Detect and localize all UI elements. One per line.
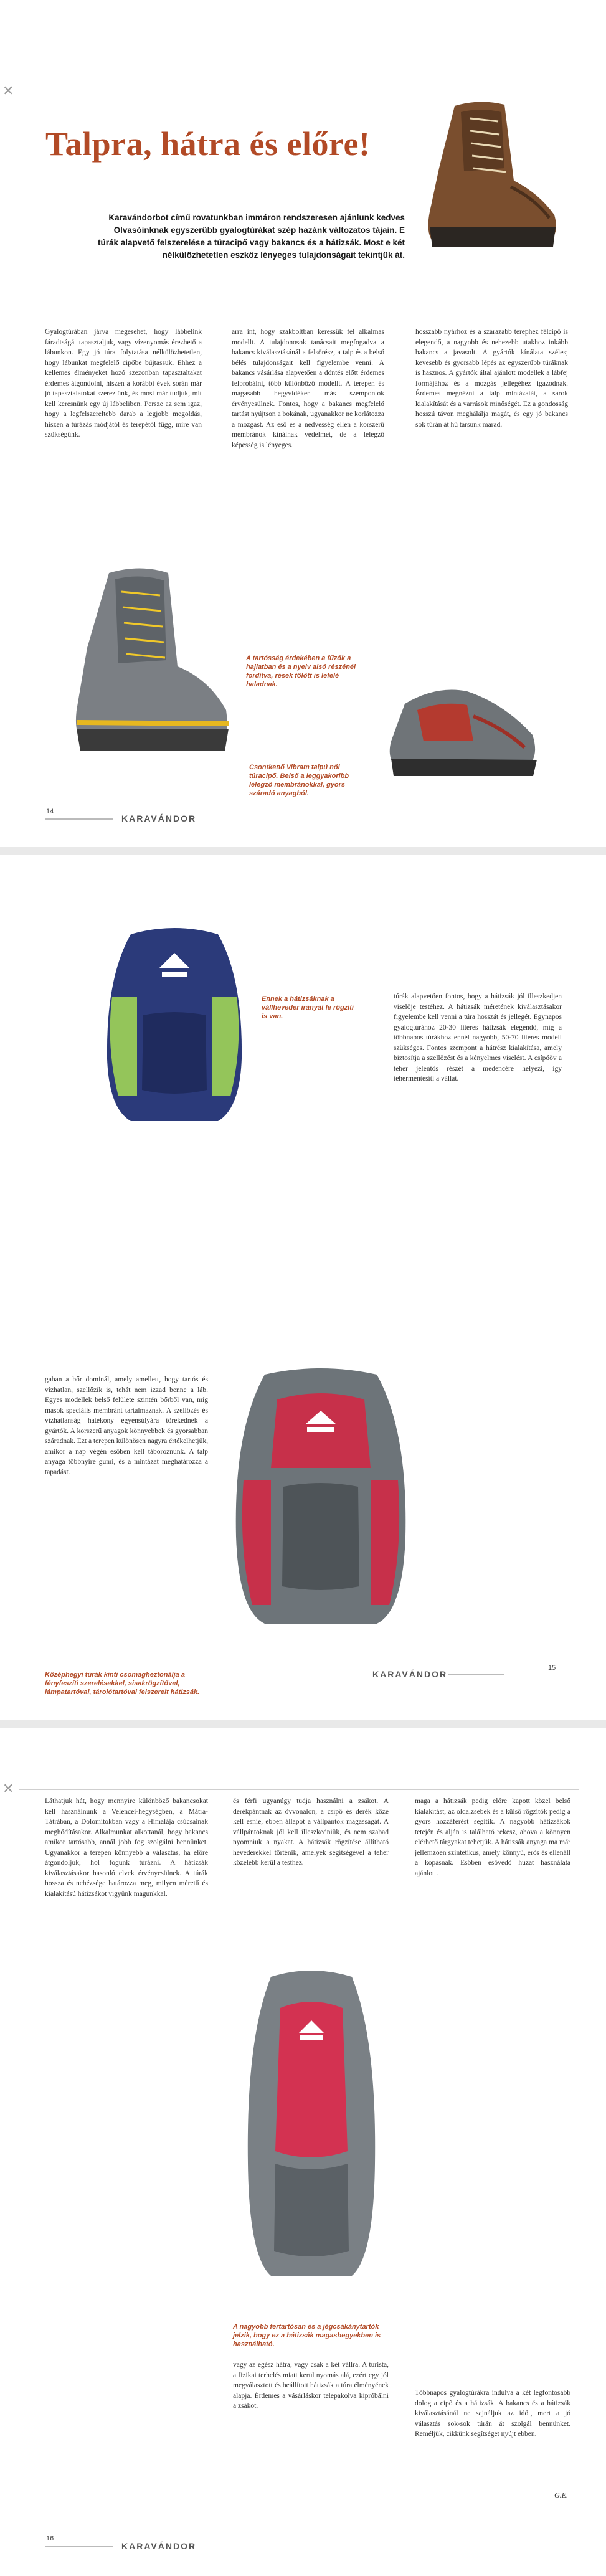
crop-mark-icon: ✕: [2, 83, 14, 99]
crop-mark-icon: ✕: [2, 1781, 14, 1797]
brand-karavandor: KARAVÁNDOR: [121, 813, 197, 823]
article-lead: Karavándorbot című rovatunkban immáron rendszeresen ajánlunk kedves Olvasóinknak egyszerűbb gyalogtúrákat szép hazánk változatos tájain. E túrák alapvető felszerelése a túracipő vagy bakancs és a hátizsák. Most e két nélkülözhetetlen eszköz lényeges tulajdonságait tekintjük át.: [98, 213, 405, 260]
caption-shoe: Csontkenő Vibram talpú női túracipő. Belső a leggyakoribb lélegző membránokkal, gyors száradó anyagból.: [249, 764, 349, 797]
page-2: [0, 855, 606, 1720]
page-gap: [0, 1720, 606, 1728]
footer-rule: [45, 2546, 113, 2547]
header-rule: [19, 1789, 579, 1790]
page-number-14: 14: [46, 808, 54, 815]
text-column-2: arra int, hogy szakboltban keressük fel alkalmas modellt. A tulajdonosok tanácsait megfogadva a bakancs kiválasztásánál a felsőrész, a talp és a belső bélés tulajdonságait kell figyelembe venni. A bakancs vásárlása alapvetően a döntés előtt érdemes felpróbálni, több különböző modellt. A terepen és magasabb hegyvidéken más szempontok érvényesülnek. Fontos, hogy a bakancs megfelelő tartást nyújtson a bokának, ugyanakkor ne korlátozza a mozgást. Az eső és a nedvesség ellen a korszerű membránok kínálnak védelmet, de a lélegző képesség is lényeges.: [232, 328, 384, 449]
brand-karavandor: KARAVÁNDOR: [372, 1669, 448, 1679]
text-column-1: Gyalogtúrában járva megesehet, hogy lábbelink fáradtságát tapasztaljuk, vagy vízenyomás érezhető a lábunkon. Egy jó túra folytatása nélkülözhetetlen, hogy lábunkat megfelelő cipőbe bújtassuk. Ehhez a kellemes élményeket hozó szezonban tapasztaltakat érdemes átgondolni, hiszen a korábbi évek során már jó tapasztalatokat szereztünk, és most már tudjuk, mit kell keresnünk egy új lábbeliben. Persze az sem igaz, hogy a legfelszereltebb darab a legjobb megoldás, hiszen a túrázás módjától és terepétől függ, mire van szükségünk.: [45, 328, 202, 438]
caption-laces: A tartósság érdekében a fűzők a hajlatban és a nyelv alsó részénél fordítva, rések fölött is lefelé haladnak.: [246, 655, 356, 688]
text-column-2b: vagy az egész hátra, vagy csak a két vállra. A turista, a fizikai terhelés miatt kerül nyomás alá, ezért egy jól megválasztott és beállított hátizsák a túra élményének alapja. Érdemes a vásárláskor telepakolva kipróbálni a zsákot.: [233, 2361, 389, 2410]
page-number-15: 15: [548, 1664, 556, 1672]
page-3: [0, 1728, 606, 2576]
text-column-3b: Többnapos gyalogtúrákra indulva a két legfontosabb dolog a cipő és a hátizsák. A bakancs és a hátizsák kiválasztásánál ne sajnáljuk az időt, mert a jó választás sok-sok túrán át szolgál bennünket. Reméljük, cikkünk segítséget nyújt ebben.: [415, 2389, 570, 2438]
author-signature: G.E.: [554, 2491, 568, 2499]
text-column-3: hosszabb nyárhoz és a szárazabb terephez félcipő is elegendő, a nagyobb és nehezebb utakhoz inkább bakancs a javasolt. A gyártók kínálata széles; kevesebb és gyorsabb lépés az egyszerűbb túráknak is hasznos. A gyártók által ajánlott modellek a lábfej formájához és a mozgás jellegéhez igazodnak. Érdemes megnézni a talp mintázatát, a sarok kialakítását és a varrások minőségét. Ez a gondosság hosszú távon meghálálja magát, és egy jó bakancs sok túrán át hű társunk marad.: [415, 328, 568, 429]
backpack-image-navy-green: [93, 922, 255, 1134]
boot-image-grey: [59, 561, 240, 766]
text-column-left: gaban a bőr dominál, amely amellett, hogy tartós és vízhatlan, szellőzik is, tehát nem izzad benne a láb. Egyes modellek belső felülete szintén bőrből van, míg mások speciális membránt tartalmaznak. A szellőzés és vízhatlanság hatékony egyensúlyára törekednek a gyártók. A korszerű anyagok könnyebbek és gyorsabban száradnak. Ezt a terepen különösen nagyra értékelhetjük, amikor a nap végén esőben kell táboroznunk. A talp anyaga többnyire gumi, és a mintázat meghatározza a tapadást.: [45, 1376, 208, 1476]
boot-image-brown: [411, 93, 567, 255]
text-column-3: maga a hátizsák pedig előre kapott közel belső kialakítást, az oldalzsebek és a külső rögzítők pedig a gyors hozzáférést segítik. A nagyobb hátizsákok tetején és alján is található rekesz, ahova a könnyen elérhető tárgyakat tehetjük. A hátizsák anyaga ma már jellemzően szintetikus, amely könnyű, erős és ellenáll a kopásnak. Esőben esővédő huzat használata ajánlott.: [415, 1797, 570, 1877]
page-gap: [0, 847, 606, 855]
caption-backpack-top: Ennek a hátizsáknak a vállheveder irányát le rögzíti is van.: [262, 995, 354, 1020]
text-column-right: túrák alapvetően fontos, hogy a hátizsák jól illeszkedjen viselője testéhez. A hátizsák méretének kiválasztásakor figyelembe kell venni a túra hosszát és jellegét. Egynapos gyalogtúrához 20-30 literes hátizsák elegendő, míg a többnapos túrákhoz ennél nagyobb, 50-70 literes modell szükséges. Fontos szempont a hátrész kialakítása, amely biztosítja a szellőzést és a kényelmes viselést. A csípőöv a teher jelentős részét a medencére helyezi, így tehermentesíti a vállat.: [394, 993, 562, 1082]
shoe-image-grey-red: [380, 666, 548, 791]
article-title: Talpra, hátra és előre!: [45, 125, 371, 163]
page-number-16: 16: [46, 2535, 54, 2542]
footer-rule: [45, 818, 113, 820]
caption-backpack-bottom: Középhegyi túrák kinti csomagheztonálja a fényfeszíti szerelésekkel, sisakrögzítővel, lámpatartóval, tárolótartóval felszerelt hátizsák.: [45, 1671, 200, 1696]
brand-karavandor: KARAVÁNDOR: [121, 2541, 197, 2551]
text-column-1: Láthatjuk hát, hogy mennyire különböző bakancsokat kell használnunk a Velencei-hegységben, a Mátra-Tátrában, a Dolomitokban vagy a Himalája csúcsainak meghódításakor. Alkalmunkat alkottanál, hogy bakancs amikor tartósabb, annál jobb fog szolgálni bennünket. Ugyanakkor a terepen könnyebb a választás, ha előre átgondoljuk, hol fogunk túrázni. A hátizsák kiválasztásakor hasonló elvek érvényesülnek. A túrák hossza és nehézsége határozza meg, milyen méretű és kialakítású hátizsákot vigyünk magunkkal.: [45, 1797, 208, 1898]
backpack-image-grey-red: [221, 1362, 420, 1636]
caption-large-backpack: A nagyobb fertartósan és a jégcsákánytartók jelzik, hogy ez a hátizsák magashegyekben is használható.: [233, 2323, 381, 2348]
backpack-image-large: [237, 1964, 386, 2288]
text-column-2: és férfi ugyanúgy tudja használni a zsákot. A derékpántnak az övvonalon, a csípő és derék közé kell esnie, ebben állapot a vállpántok magasságát. A vállpántoknak jól kell illeszkedniük, és nem szabad nyomniuk a nyakat. A hátizsák rögzítése állítható hevederekkel történik, amelyek segítségével a teher közelebb kerül a testhez.: [233, 1797, 389, 1867]
footer-rule: [448, 1674, 504, 1675]
page-1: [0, 0, 606, 847]
